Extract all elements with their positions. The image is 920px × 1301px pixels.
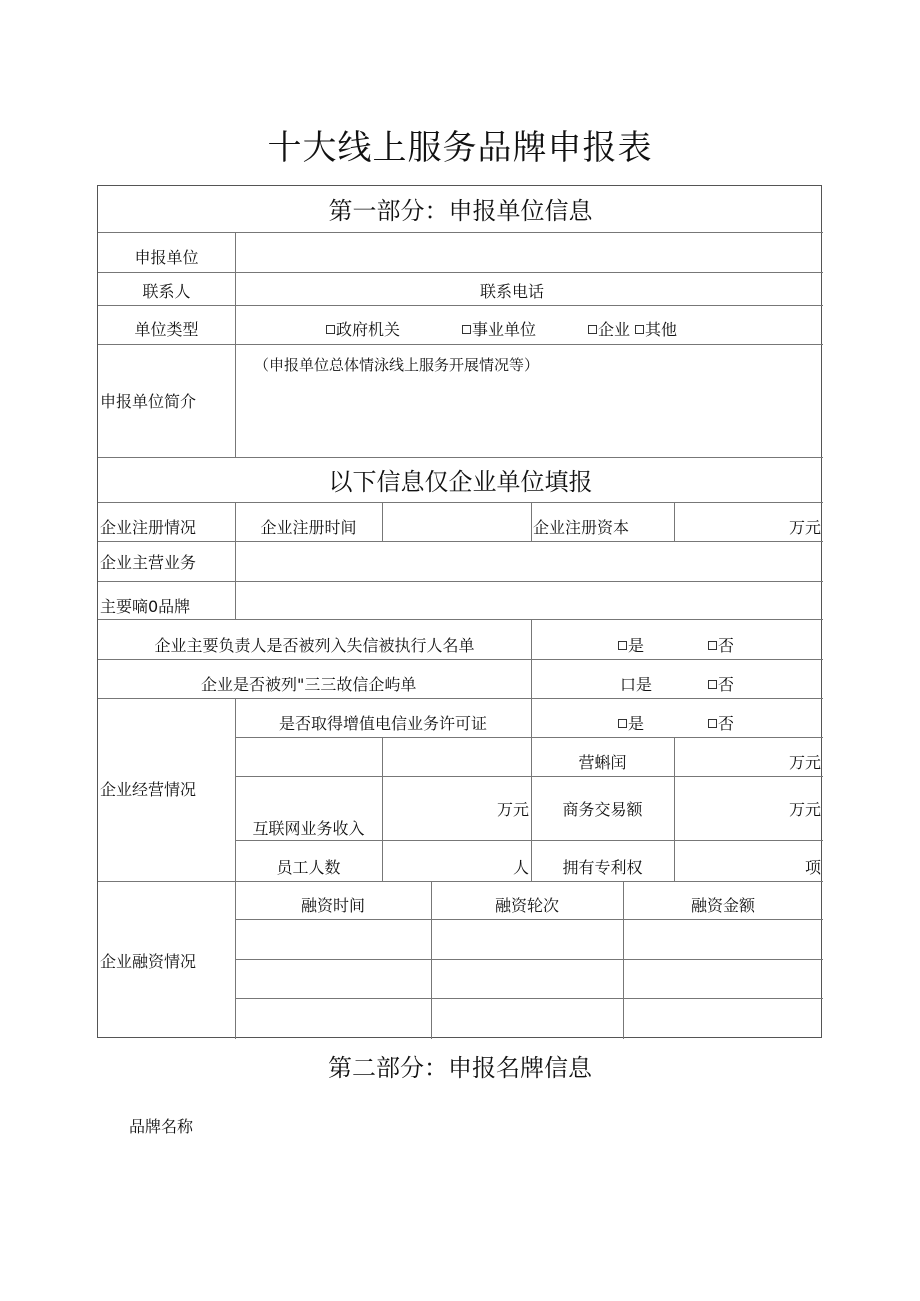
- unit-type-label: 单位类型: [134, 320, 199, 339]
- q1-no-option[interactable]: 否: [708, 636, 734, 656]
- application-form-table: [97, 185, 822, 1038]
- internet-revenue-label: 互联网业务收入: [252, 819, 365, 838]
- financing-col-round: 融资轮次: [494, 896, 559, 915]
- part1-heading: 第一部分：申报单位信息: [328, 197, 593, 225]
- patents-label: 拥有专利权: [562, 858, 643, 877]
- main-brand-field[interactable]: [236, 582, 822, 618]
- part2-heading: 第二部分：申报名牌信息: [328, 1054, 592, 1082]
- reg-capital-field[interactable]: 万元: [788, 518, 821, 537]
- reg-capital-label: 企业注册资本: [533, 518, 630, 537]
- page-title: 十大线上服务品牌申报表: [267, 128, 653, 168]
- license-no-option[interactable]: 否: [708, 714, 734, 734]
- unit-type-option-institution[interactable]: 事业单位: [462, 320, 536, 340]
- revenue-label: 营蝌闰: [578, 753, 627, 772]
- unit-type-option-other[interactable]: 其他: [635, 320, 677, 340]
- phone-field[interactable]: [558, 273, 822, 304]
- reg-time-field[interactable]: [383, 503, 530, 540]
- license-question: 是否取得增值电信业务许可证: [278, 714, 487, 733]
- operation-blank-cell-1[interactable]: [236, 738, 381, 775]
- main-business-field[interactable]: [236, 542, 822, 580]
- checkbox-icon: [618, 719, 627, 728]
- employees-label: 员工人数: [276, 858, 341, 877]
- main-brand-label: 主要嘀0品牌: [100, 597, 191, 616]
- operation-label: 企业经营情况: [100, 780, 197, 799]
- q2-no-option[interactable]: 否: [708, 675, 734, 695]
- trade-volume-field[interactable]: 万元: [788, 800, 821, 819]
- intro-hint: （申报单位总体情泳线上服务开展情况等）: [254, 356, 540, 374]
- financing-label: 企业融资情况: [100, 952, 197, 971]
- q1-yes-option[interactable]: 是: [618, 636, 644, 656]
- contact-label: 联系人: [142, 282, 191, 301]
- checkbox-icon: [708, 641, 717, 650]
- blacklist-question-1: 企业主要负责人是否被列入失信被执行人名单: [154, 636, 475, 655]
- financing-col-amount: 融资金额: [690, 896, 755, 915]
- financing-rows[interactable]: [236, 920, 822, 1038]
- checkbox-icon: [588, 325, 597, 334]
- patents-field[interactable]: 项: [804, 858, 821, 877]
- employees-field[interactable]: 人: [512, 858, 529, 877]
- enterprise-heading: 以下信息仅企业单位填报: [328, 468, 593, 496]
- checkbox-icon: [635, 325, 644, 334]
- intro-label: 申报单位简介: [100, 392, 197, 411]
- phone-label: 联系电话: [480, 282, 545, 301]
- financing-col-time: 融资时间: [300, 896, 365, 915]
- trade-volume-label: 商务交易额: [562, 800, 643, 819]
- applicant-label: 申报单位: [134, 248, 199, 267]
- brand-name-label: 品牌名称: [129, 1117, 194, 1136]
- license-yes-option[interactable]: 是: [618, 714, 644, 734]
- operation-blank-cell-2[interactable]: [383, 738, 530, 775]
- registration-label: 企业注册情况: [100, 518, 197, 537]
- checkbox-icon: [708, 680, 717, 689]
- reg-time-label: 企业注册时间: [260, 518, 357, 537]
- checkbox-icon: [708, 719, 717, 728]
- unit-type-option-government[interactable]: 政府机关: [326, 320, 400, 340]
- checkbox-icon: [618, 641, 627, 650]
- contact-field[interactable]: [236, 273, 476, 304]
- applicant-field[interactable]: [236, 233, 822, 271]
- revenue-field[interactable]: 万元: [788, 753, 821, 772]
- q2-yes-option[interactable]: 口是: [620, 675, 653, 694]
- intro-field[interactable]: [236, 378, 822, 456]
- blacklist-question-2: 企业是否被列"三三故信企屿单: [201, 675, 417, 694]
- main-business-label: 企业主营业务: [100, 553, 197, 572]
- checkbox-icon: [326, 325, 335, 334]
- internet-revenue-field[interactable]: 万元: [496, 800, 529, 819]
- checkbox-icon: [462, 325, 471, 334]
- unit-type-option-enterprise[interactable]: 企业: [588, 320, 630, 340]
